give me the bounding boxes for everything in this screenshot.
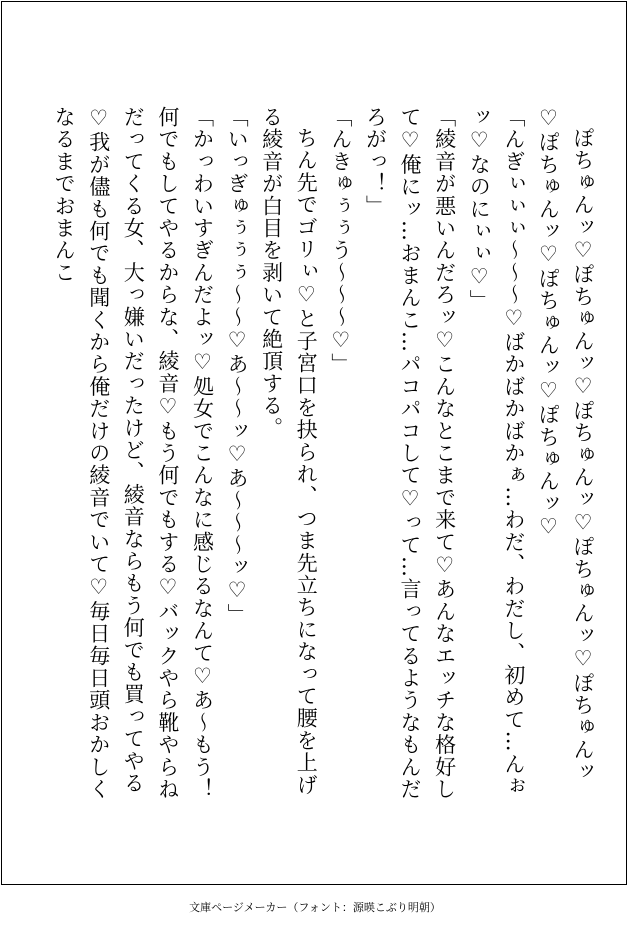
dialogue-paragraph: 「かっわいすぎんだよッ♡処女でこんなに感じるなんて♡あ〜もう！何でもしてやるからな、綾音♡もう何でもする♡バックやら靴やらねだってくる女、大っ嫌いだったけど、綾音ならもう何でも買ってやる♡我が儘も何でも聞くから俺だけの綾音でいて♡毎日毎日頭おかしくなるまでおまんこ xyxy=(52,106,215,801)
vertical-text-body xyxy=(47,106,601,806)
footer-credit: 文庫ページメーカー（フォント：源暎こぶり明朝） xyxy=(189,901,441,914)
dialogue-paragraph: 「いっぎゅぅぅぅ〜〜♡あ〜〜ッ♡あ〜〜〜ッ♡」 xyxy=(225,106,250,626)
book-page xyxy=(1,1,627,885)
dialogue-paragraph: 「んきゅぅぅう〜〜〜♡」 xyxy=(328,106,353,376)
dialogue-paragraph: 「綾音が悪いんだろッ♡こんなとこまで来て♡あんなエッチな格好して♡俺にッ…おまんこ…パコパコして♡って…言ってるようなもんだろがっ！」 xyxy=(363,106,457,801)
paragraph: ちん先でゴリぃ♡と子宮口を抉られ、つま先立ちになって腰を上げる綾音が白目を剥いて絶頂する。 xyxy=(259,106,319,796)
paragraph: ぽちゅんッ♡ぽちゅんッ♡ぽちゅんッ♡ぽちゅんッ♡ぽちゅんッ♡ぽちゅんッ♡ぽちゅんッ♡ぽちゅんッ♡ xyxy=(536,106,595,783)
dialogue-paragraph: 「んぎぃぃぃ〜〜〜♡ばかばかばかぁ…わだ、わだし、初めて…んぉッ♡なのにぃぃ♡」 xyxy=(467,106,526,798)
